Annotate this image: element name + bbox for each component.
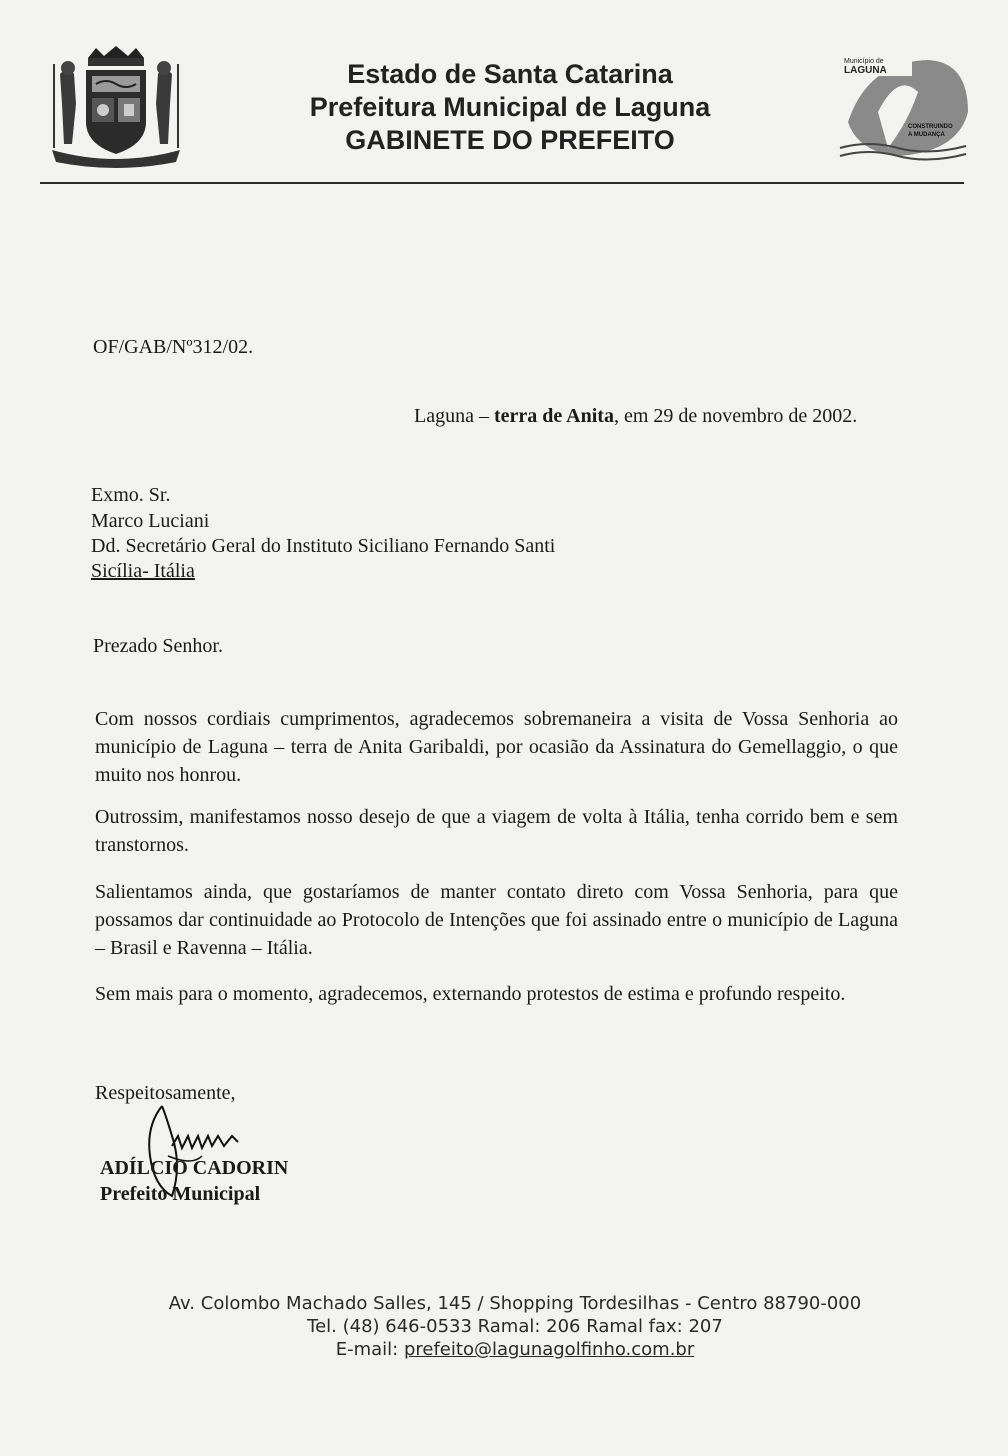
recipient-title: Dd. Secretário Geral do Instituto Siciliano Fernando Santi — [91, 535, 556, 557]
date-prefix: Laguna – — [414, 405, 494, 427]
recipient-location: Sicília- Itália — [91, 560, 195, 582]
body-paragraph: Sem mais para o momento, agradecemos, externando protestos de estima e profundo respeito. — [95, 983, 846, 1005]
logo-small-text: Município de — [844, 58, 884, 65]
logo-name: LAGUNA — [844, 65, 887, 76]
signer-title: Prefeito Municipal — [100, 1183, 261, 1205]
recipient-name: Marco Luciani — [91, 510, 210, 532]
logo-slogan-1: CONSTRUINDO — [908, 124, 953, 130]
office-name: GABINETE DO PREFEITO — [345, 125, 675, 155]
signer-name: ADÍLCIO CADORIN — [100, 1157, 289, 1179]
state-name: Estado de Santa Catarina — [347, 59, 673, 89]
footer-address: Av. Colombo Machado Salles, 145 / Shopping Tordesilhas - Centro 88790-000 — [168, 1293, 862, 1314]
prefecture-name: Prefeitura Municipal de Laguna — [309, 92, 711, 122]
coat-of-arms-icon — [46, 44, 186, 170]
date-bold: terra de Anita — [493, 405, 614, 427]
reference-number: OF/GAB/Nº312/02. — [93, 336, 254, 358]
footer-email-line — [150, 1338, 880, 1361]
logo-slogan-2: A MUDANÇA — [908, 132, 945, 138]
body-paragraph: Outrossim, manifestamos nosso desejo de que a viagem de volta à Itália, tenha corrido bem e sem transtornos. — [95, 806, 898, 856]
greeting: Prezado Senhor. — [93, 635, 223, 657]
letterhead-title — [240, 58, 780, 157]
header-divider — [40, 182, 964, 184]
closing: Respeitosamente, — [95, 1082, 236, 1104]
footer-email-link[interactable]: prefeito@lagunagolfinho.com.br — [403, 1339, 695, 1360]
footer-contact — [150, 1292, 880, 1361]
footer-email-label: E-mail: — [335, 1339, 404, 1360]
footer-phone: Tel. (48) 646-0533 Ramal: 206 Ramal fax: 207 — [307, 1316, 723, 1337]
body-paragraph: Com nossos cordiais cumprimentos, agradecemos sobremaneira a visita de Vossa Senhoria ao município de Laguna – terra de Anita Garibaldi, por ocasião da Assinatura do Gemellaggio, o que muito nos honrou. — [95, 708, 898, 786]
recipient-salutation: Exmo. Sr. — [91, 484, 171, 506]
date-suffix: , em 29 de novembro de 2002. — [613, 405, 858, 427]
date-line — [414, 403, 857, 429]
body-paragraph: Salientamos ainda, que gostaríamos de manter contato direto com Vossa Senhoria, para que possamos dar continuidade ao Protocolo de Intenções que foi assinado entre o município de Laguna – Brasil e Ravenna – Itália. — [95, 881, 898, 959]
municipality-logo-icon — [838, 52, 970, 164]
